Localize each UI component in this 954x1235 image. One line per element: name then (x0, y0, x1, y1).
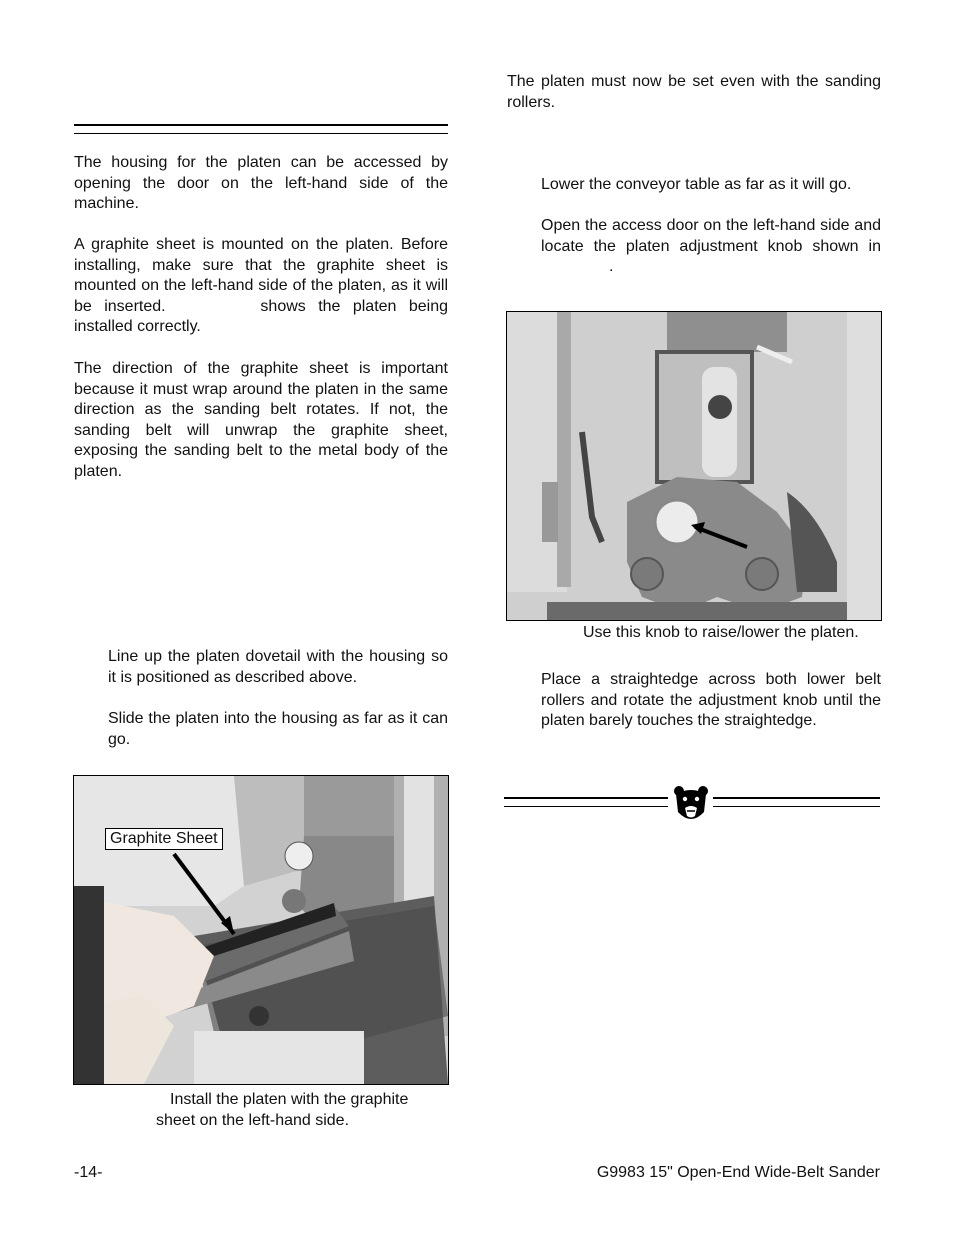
platen-intro-paragraph: The platen must now be set even with the sanding rollers. (507, 73, 881, 111)
left-figure-caption-line2: sheet on the left-hand side. (156, 1112, 350, 1129)
step-slide-platen: Slide the platen into the housing as far as it can go. (108, 710, 448, 748)
platen-install-photo (73, 775, 449, 1085)
adjustment-knob-photo (506, 311, 882, 621)
section-end-rule-right-thin (713, 806, 880, 807)
right-figure-caption: Use this knob to raise/lower the platen. (583, 624, 859, 641)
section-end-rule-left (504, 797, 668, 799)
section-heading-rule-thin (74, 133, 448, 134)
platen-housing-paragraph: The housing for the platen can be accessed by opening the door on the left-hand side of the machine. (74, 154, 448, 213)
graphite-sheet-paragraph (74, 235, 448, 338)
graphite-direction-paragraph: The direction of the graphite sheet is important because it must wrap around the platen in the same direction as the sanding belt rotates. If not, the sanding belt will unwrap the graphite sheet, exposing the sanding belt to the metal body of the platen. (74, 360, 448, 480)
access-door-text-end: . (609, 258, 614, 276)
graphite-sheet-callout: Graphite Sheet (105, 828, 223, 850)
step-lower-conveyor: Lower the conveyor table as far as it will go. (541, 176, 852, 193)
adjustment-knob-illustration (507, 312, 881, 620)
page-number: -14- (74, 1164, 103, 1181)
section-end-rule-left-thin (504, 806, 668, 807)
step-open-access-door (541, 216, 881, 278)
platen-install-illustration (74, 776, 448, 1084)
step-line-up-platen: Line up the platen dovetail with the housing so it is positioned as described above. (108, 648, 448, 686)
product-title-footer: G9983 15" Open-End Wide-Belt Sander (596, 1164, 880, 1181)
graphite-sheet-text: A graphite sheet is mounted on the platen. Before installing, make sure that the graphite sheet is mounted on the left-hand side of the platen, as it will be inserted. (74, 236, 448, 315)
section-end-rule-right (713, 797, 880, 799)
section-heading-rule (74, 124, 448, 126)
left-figure-caption: Install the platen with the graphite (170, 1091, 409, 1108)
bear-logo-icon (673, 784, 709, 826)
step-place-straightedge: Place a straightedge across both lower belt rollers and rotate the adjustment knob until the platen barely touches the straightedge. (541, 671, 881, 730)
access-door-text: Open the access door on the left-hand side and locate the platen adjustment knob shown in (541, 217, 881, 255)
graphite-sheet-text-cont: shows the platen being installed correctly. (74, 297, 448, 336)
